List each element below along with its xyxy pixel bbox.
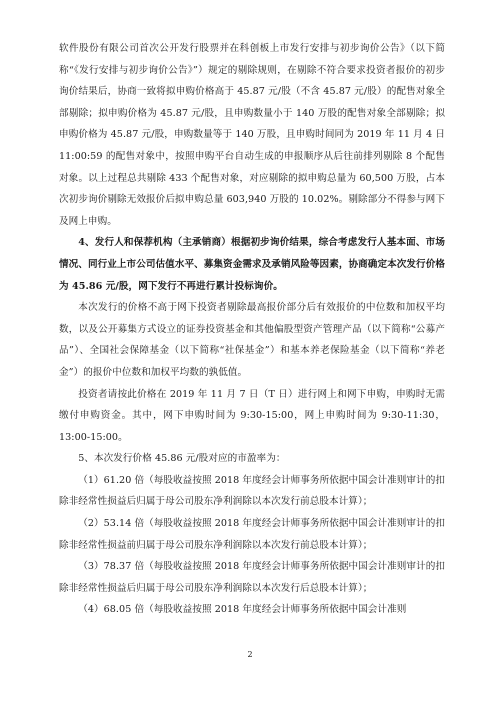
- page-number: 2: [247, 650, 253, 659]
- paragraph-pe-ratio-4: （4）68.05 倍（每股收益按照 2018 年度经会计师事务所依据中国会计准则: [78, 604, 407, 616]
- paragraph-pe-ratio-1: （1）61.20 倍（每股收益按照 2018 年度经会计师事务所依据中国会计准则审计的扣除非经常性损益后归属于母公司股东净利润除以本次发行前总股本计算）；: [59, 474, 445, 508]
- paragraph-issue-price-decision: 4、发行人和保荐机构（主承销商）根据初步询价结果，综合考虑发行人基本面、市场情况、同行业上市公司估值水平、募集资金需求及承销风险等因素，协商确定本次发行价格为 45.86 元/股，网下发行不再进行累计投标询价。: [59, 237, 445, 292]
- paragraph-exclusion-rules: 软件股份有限公司首次公开发行股票并在科创板上市发行安排与初步询价公告》（以下简称“《发行安排与初步询价公告》”）规定的剔除规则，在剔除不符合要求投资者报价的初步询价结果后，协商一致将拟申购价格高于 45.87 元/股（不含 45.87 元/股）的配售对象全部剔除；拟申购价格为 45.87 元/股，且申购数量小于 140 万股的配售对象全部剔除；拟申购价格为 45.87 元/股，申购数量等于 140 万股，且申购时间同为 2019 年 11 月 4 日 11:00:59 的配售对象中，按照申购平台自动生成的申报顺序从后往前排列剔除 8 个配售对象。以上过程总共剔除 433 个配售对象，对应剔除的拟申购总量为 60,500 万股，占本次初步询价剔除无效报价后拟申购总量 603,940 万股的 10.02%。剔除部分不得参与网下及网上申购。: [59, 43, 445, 227]
- paragraph-price-comparison: 本次发行的价格不高于网下投资者剔除最高报价部分后有效报价的中位数和加权平均数，以及公开募集方式设立的证券投资基金和其他偏股型资产管理产品（以下简称“公募产品”）、全国社会保障基金（以下简称“社保基金”）和基本养老保险基金（以下简称“养老金”）的报价中位数和加权平均数的孰低值。: [59, 302, 445, 378]
- paragraph-pe-ratio-3: （3）78.37 倍（每股收益按照 2018 年度经会计师事务所依据中国会计准则审计的扣除非经常性损益后归属于母公司股东净利润除以本次发行后总股本计算）；: [59, 561, 445, 594]
- paragraph-pe-ratio-2: （2）53.14 倍（每股收益按照 2018 年度经会计师事务所依据中国会计准则审计的扣除非经常性损益前归属于母公司股东净利润除以本次发行前总股本计算）；: [59, 518, 445, 551]
- document-body: [59, 38, 445, 621]
- paragraph-pe-ratio-heading: 5、本次发行价格 45.86 元/股对应的市盈率为：: [78, 453, 286, 465]
- paragraph-subscription-time: 投资者请按此价格在 2019 年 11 月 7 日（T 日）进行网上和网下申购，申购时无需缴付申购资金。其中，网下申购时间为 9:30-15:00，网上申购时间为 9:30-11:30，13:00-15:00。: [59, 388, 445, 443]
